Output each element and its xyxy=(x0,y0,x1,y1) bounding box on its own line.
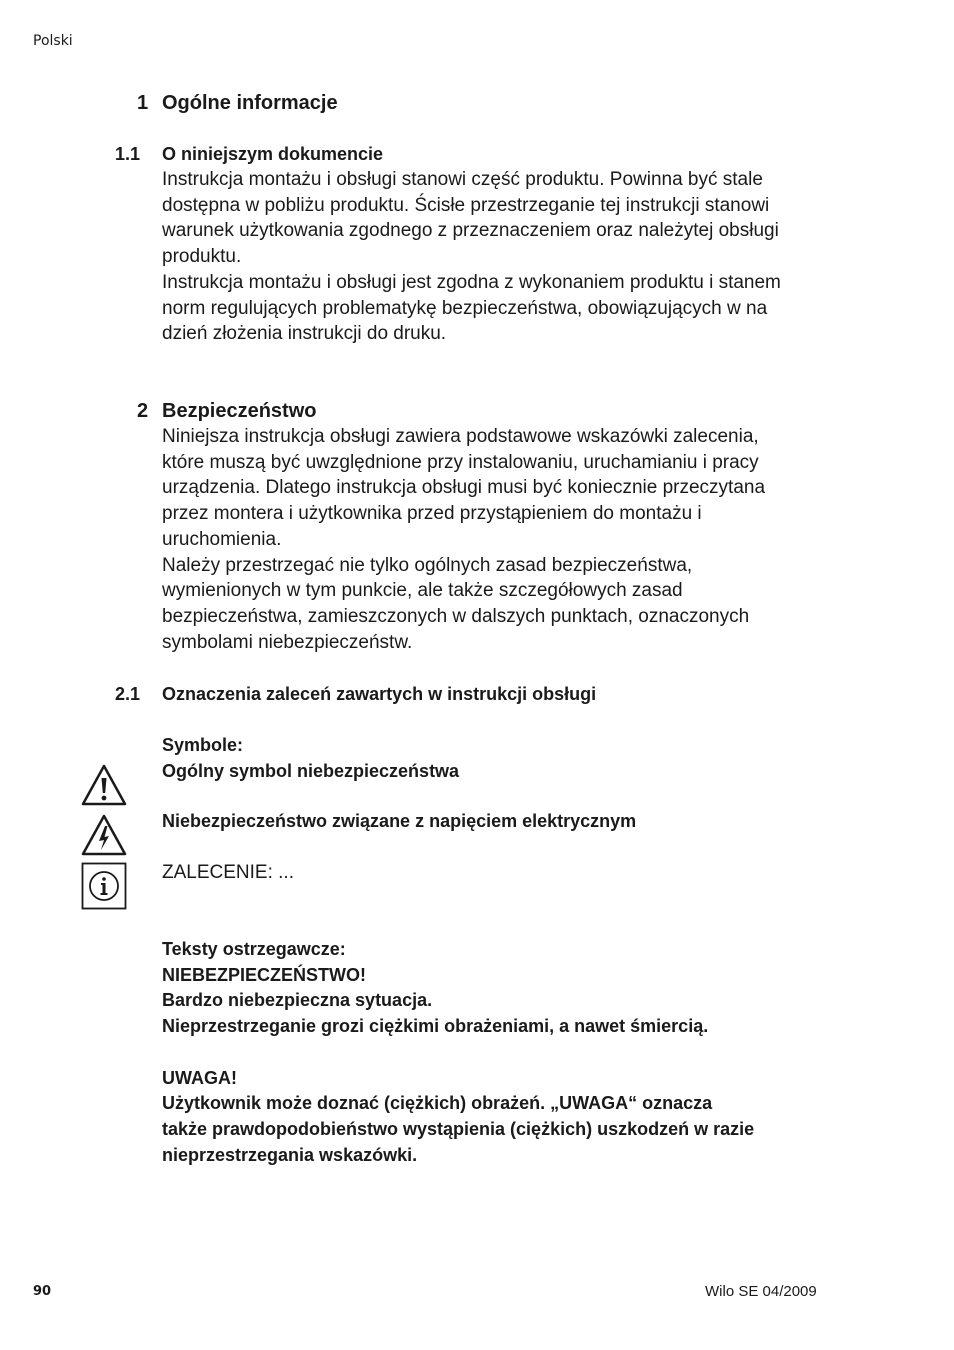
text-line: dzień złożenia instrukcji do druku. xyxy=(162,323,447,345)
text-line: Niniejsza instrukcja obsługi zawiera podstawowe wskazówki zalecenia, xyxy=(162,426,759,447)
text-line: Należy przestrzegać nie tylko ogólnych zasad bezpieczeństwa, xyxy=(162,554,693,576)
caution-line: Użytkownik może doznać (ciężkich) obrażeń. „UWAGA“ oznacza xyxy=(162,1093,713,1113)
caution-line: także prawdopodobieństwo wystąpienia (ciężkich) uszkodzeń w razie xyxy=(162,1119,755,1139)
caution-line: nieprzestrzegania wskazówki. xyxy=(162,1145,418,1165)
danger-description: Bardzo niebezpieczna sytuacja. xyxy=(162,990,433,1010)
text-line: warunek użytkowania zgodnego z przeznaczeniem oraz należytej obsługi xyxy=(162,220,779,242)
section-1-number: 1 xyxy=(137,92,149,114)
text-line: urządzenia. Dlatego instrukcja obsługi musi być koniecznie przeczytana xyxy=(162,477,766,499)
text-line: które muszą być uwzględnione przy instalowaniu, uruchamianiu i pracy xyxy=(162,451,759,473)
text-line: wymienionych w tym punkcie, ale także szczegółowych zasad xyxy=(162,580,683,602)
general-danger-label: Ogólny symbol niebezpieczeństwa xyxy=(162,761,460,781)
text-line: uruchomienia. xyxy=(162,528,282,550)
text-line: Instrukcja montażu i obsługi stanowi część produktu. Powinna być stale xyxy=(162,169,763,190)
note-label: ZALECENIE: ... xyxy=(162,862,294,883)
symbols-heading: Symbole: xyxy=(162,735,244,755)
text-line: Instrukcja montażu i obsługi jest zgodna z wykonaniem produktu i stanem xyxy=(162,271,781,293)
text-line: norm regulujących problematykę bezpieczeństwa, obowiązujących w na xyxy=(162,297,768,319)
text-line: produktu. xyxy=(162,246,242,268)
section-1-1-body xyxy=(162,167,781,347)
page-number: 90 xyxy=(33,1284,52,1299)
section-2-1-title: Oznaczenia zaleceń zawartych w instrukcji obsługi xyxy=(162,684,597,704)
warning-triangle-icon xyxy=(80,763,128,807)
section-2-title: Bezpieczeństwo xyxy=(162,400,317,422)
high-voltage-icon xyxy=(80,813,128,857)
electrical-danger-label: Niebezpieczeństwo związane z napięciem elektrycznym xyxy=(162,811,637,831)
text-line: dostępna w pobliżu produktu. Ścisłe przestrzeganie tej instrukcji stanowi xyxy=(162,194,770,216)
section-1-1-number: 1.1 xyxy=(115,144,141,164)
section-2-body xyxy=(162,424,765,655)
caution-label: UWAGA! xyxy=(162,1068,237,1088)
info-icon xyxy=(81,862,127,910)
section-2-1-number: 2.1 xyxy=(115,684,141,704)
section-1-1-title: O niniejszym dokumencie xyxy=(162,144,384,164)
section-2-number: 2 xyxy=(137,400,149,422)
language-label: Polski xyxy=(33,33,73,49)
danger-label: NIEBEZPIECZEŃSTWO! xyxy=(162,965,367,985)
danger-consequence: Nieprzestrzeganie grozi ciężkimi obrażeniami, a nawet śmiercią. xyxy=(162,1016,709,1036)
text-line: bezpieczeństwa, zamieszczonych w dalszych punktach, oznaczonych xyxy=(162,605,750,627)
section-1-title: Ogólne informacje xyxy=(162,92,338,114)
text-line: symbolami niebezpieczeństw. xyxy=(162,631,413,653)
publisher-info: Wilo SE 04/2009 xyxy=(705,1283,817,1300)
text-line: przez montera i użytkownika przed przystąpieniem do montażu i xyxy=(162,503,702,525)
warnings-heading: Teksty ostrzegawcze: xyxy=(162,939,346,959)
